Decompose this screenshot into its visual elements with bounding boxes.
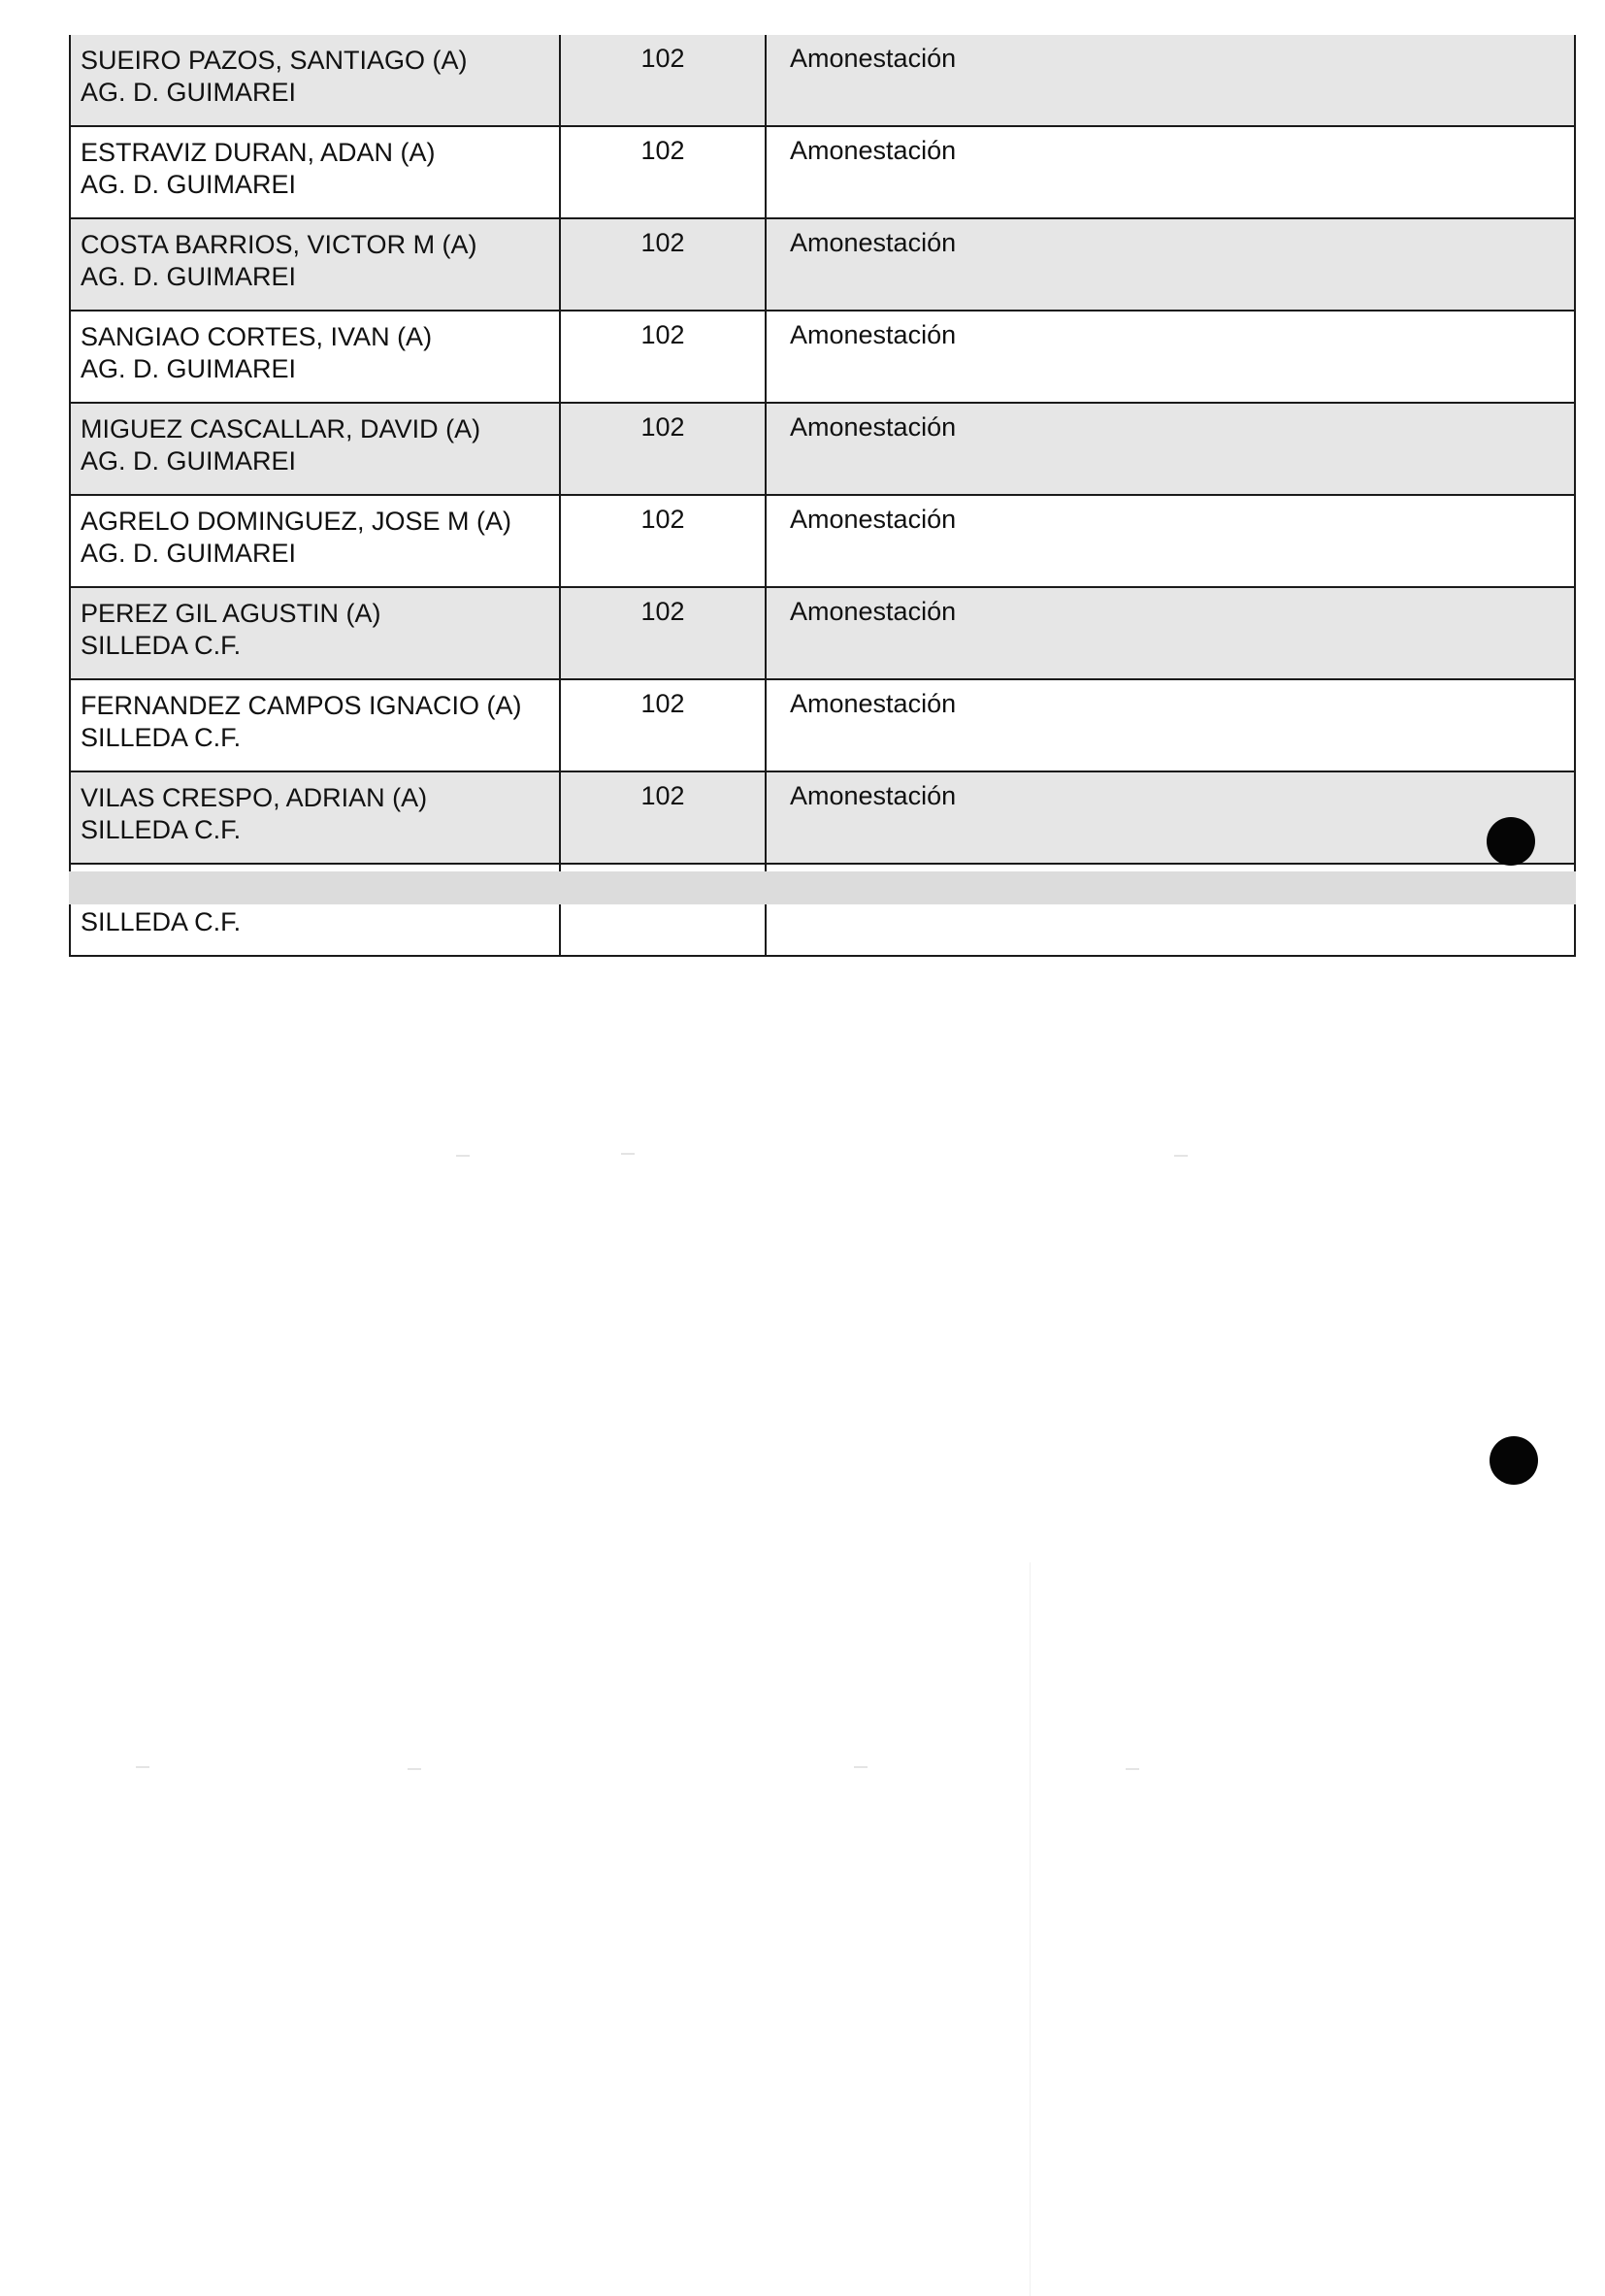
sanctions-table-body — [70, 35, 1575, 956]
player-name: SUEIRO PAZOS, SANTIAGO (A) — [81, 46, 468, 75]
player-cell — [70, 679, 560, 771]
table-row — [70, 403, 1575, 495]
table-row — [70, 35, 1575, 126]
player-cell — [70, 495, 560, 587]
player-cell — [70, 218, 560, 311]
club-name: AG. D. GUIMAREI — [81, 539, 297, 568]
sanction-type: Amonestación — [766, 126, 1575, 218]
player-cell — [70, 35, 560, 126]
player-name: MIGUEZ CASCALLAR, DAVID (A) — [81, 414, 481, 443]
sanction-type: Amonestación — [766, 35, 1575, 126]
sanction-type: Amonestación — [766, 311, 1575, 403]
player-name: AGRELO DOMINGUEZ, JOSE M (A) — [81, 507, 512, 536]
club-name: SILLEDA C.F. — [81, 907, 242, 936]
scan-fold-line — [1030, 1562, 1031, 2296]
player-cell — [70, 771, 560, 864]
scan-speck — [1174, 1155, 1188, 1157]
club-name: AG. D. GUIMAREI — [81, 354, 297, 383]
article-code: 102 — [560, 403, 766, 495]
club-name: AG. D. GUIMAREI — [81, 446, 297, 476]
club-name: AG. D. GUIMAREI — [81, 78, 297, 107]
article-code: 102 — [560, 495, 766, 587]
player-cell — [70, 403, 560, 495]
player-cell — [70, 311, 560, 403]
table-row — [70, 587, 1575, 679]
article-code: 102 — [560, 679, 766, 771]
sanctions-table — [69, 35, 1576, 957]
article-code: 102 — [560, 35, 766, 126]
scan-speck — [854, 1766, 868, 1768]
punch-hole-icon — [1490, 1436, 1538, 1485]
player-name: FERNANDEZ CAMPOS IGNACIO (A) — [81, 691, 522, 720]
article-code: 102 — [560, 771, 766, 864]
player-cell — [70, 587, 560, 679]
table-bottom-band — [69, 871, 1576, 904]
player-cell — [70, 126, 560, 218]
club-name: SILLEDA C.F. — [81, 723, 242, 752]
article-code: 102 — [560, 218, 766, 311]
article-code: 102 — [560, 311, 766, 403]
scan-speck — [456, 1155, 470, 1157]
sanction-type: Amonestación — [766, 679, 1575, 771]
punch-hole-icon — [1487, 817, 1535, 866]
article-code: 102 — [560, 587, 766, 679]
scan-speck — [408, 1768, 421, 1770]
player-name: PEREZ GIL AGUSTIN (A) — [81, 599, 381, 628]
table-row — [70, 218, 1575, 311]
sanction-type: Amonestación — [766, 587, 1575, 679]
sanction-type: Amonestación — [766, 403, 1575, 495]
player-name: ESTRAVIZ DURAN, ADAN (A) — [81, 138, 436, 167]
table-row — [70, 311, 1575, 403]
club-name: SILLEDA C.F. — [81, 815, 242, 844]
player-name: COSTA BARRIOS, VICTOR M (A) — [81, 230, 477, 259]
club-name: SILLEDA C.F. — [81, 631, 242, 660]
club-name: AG. D. GUIMAREI — [81, 170, 297, 199]
sanction-type: Amonestación — [766, 771, 1575, 864]
table-row — [70, 679, 1575, 771]
scan-speck — [621, 1153, 635, 1155]
scan-speck — [136, 1766, 149, 1768]
article-code: 102 — [560, 126, 766, 218]
scan-speck — [1126, 1768, 1139, 1770]
club-name: AG. D. GUIMAREI — [81, 262, 297, 291]
sanction-type: Amonestación — [766, 495, 1575, 587]
player-name: SANGIAO CORTES, IVAN (A) — [81, 322, 433, 351]
table-row — [70, 771, 1575, 864]
table-row — [70, 126, 1575, 218]
sanction-type: Amonestación — [766, 218, 1575, 311]
player-name: VILAS CRESPO, ADRIAN (A) — [81, 783, 428, 812]
table-row — [70, 495, 1575, 587]
